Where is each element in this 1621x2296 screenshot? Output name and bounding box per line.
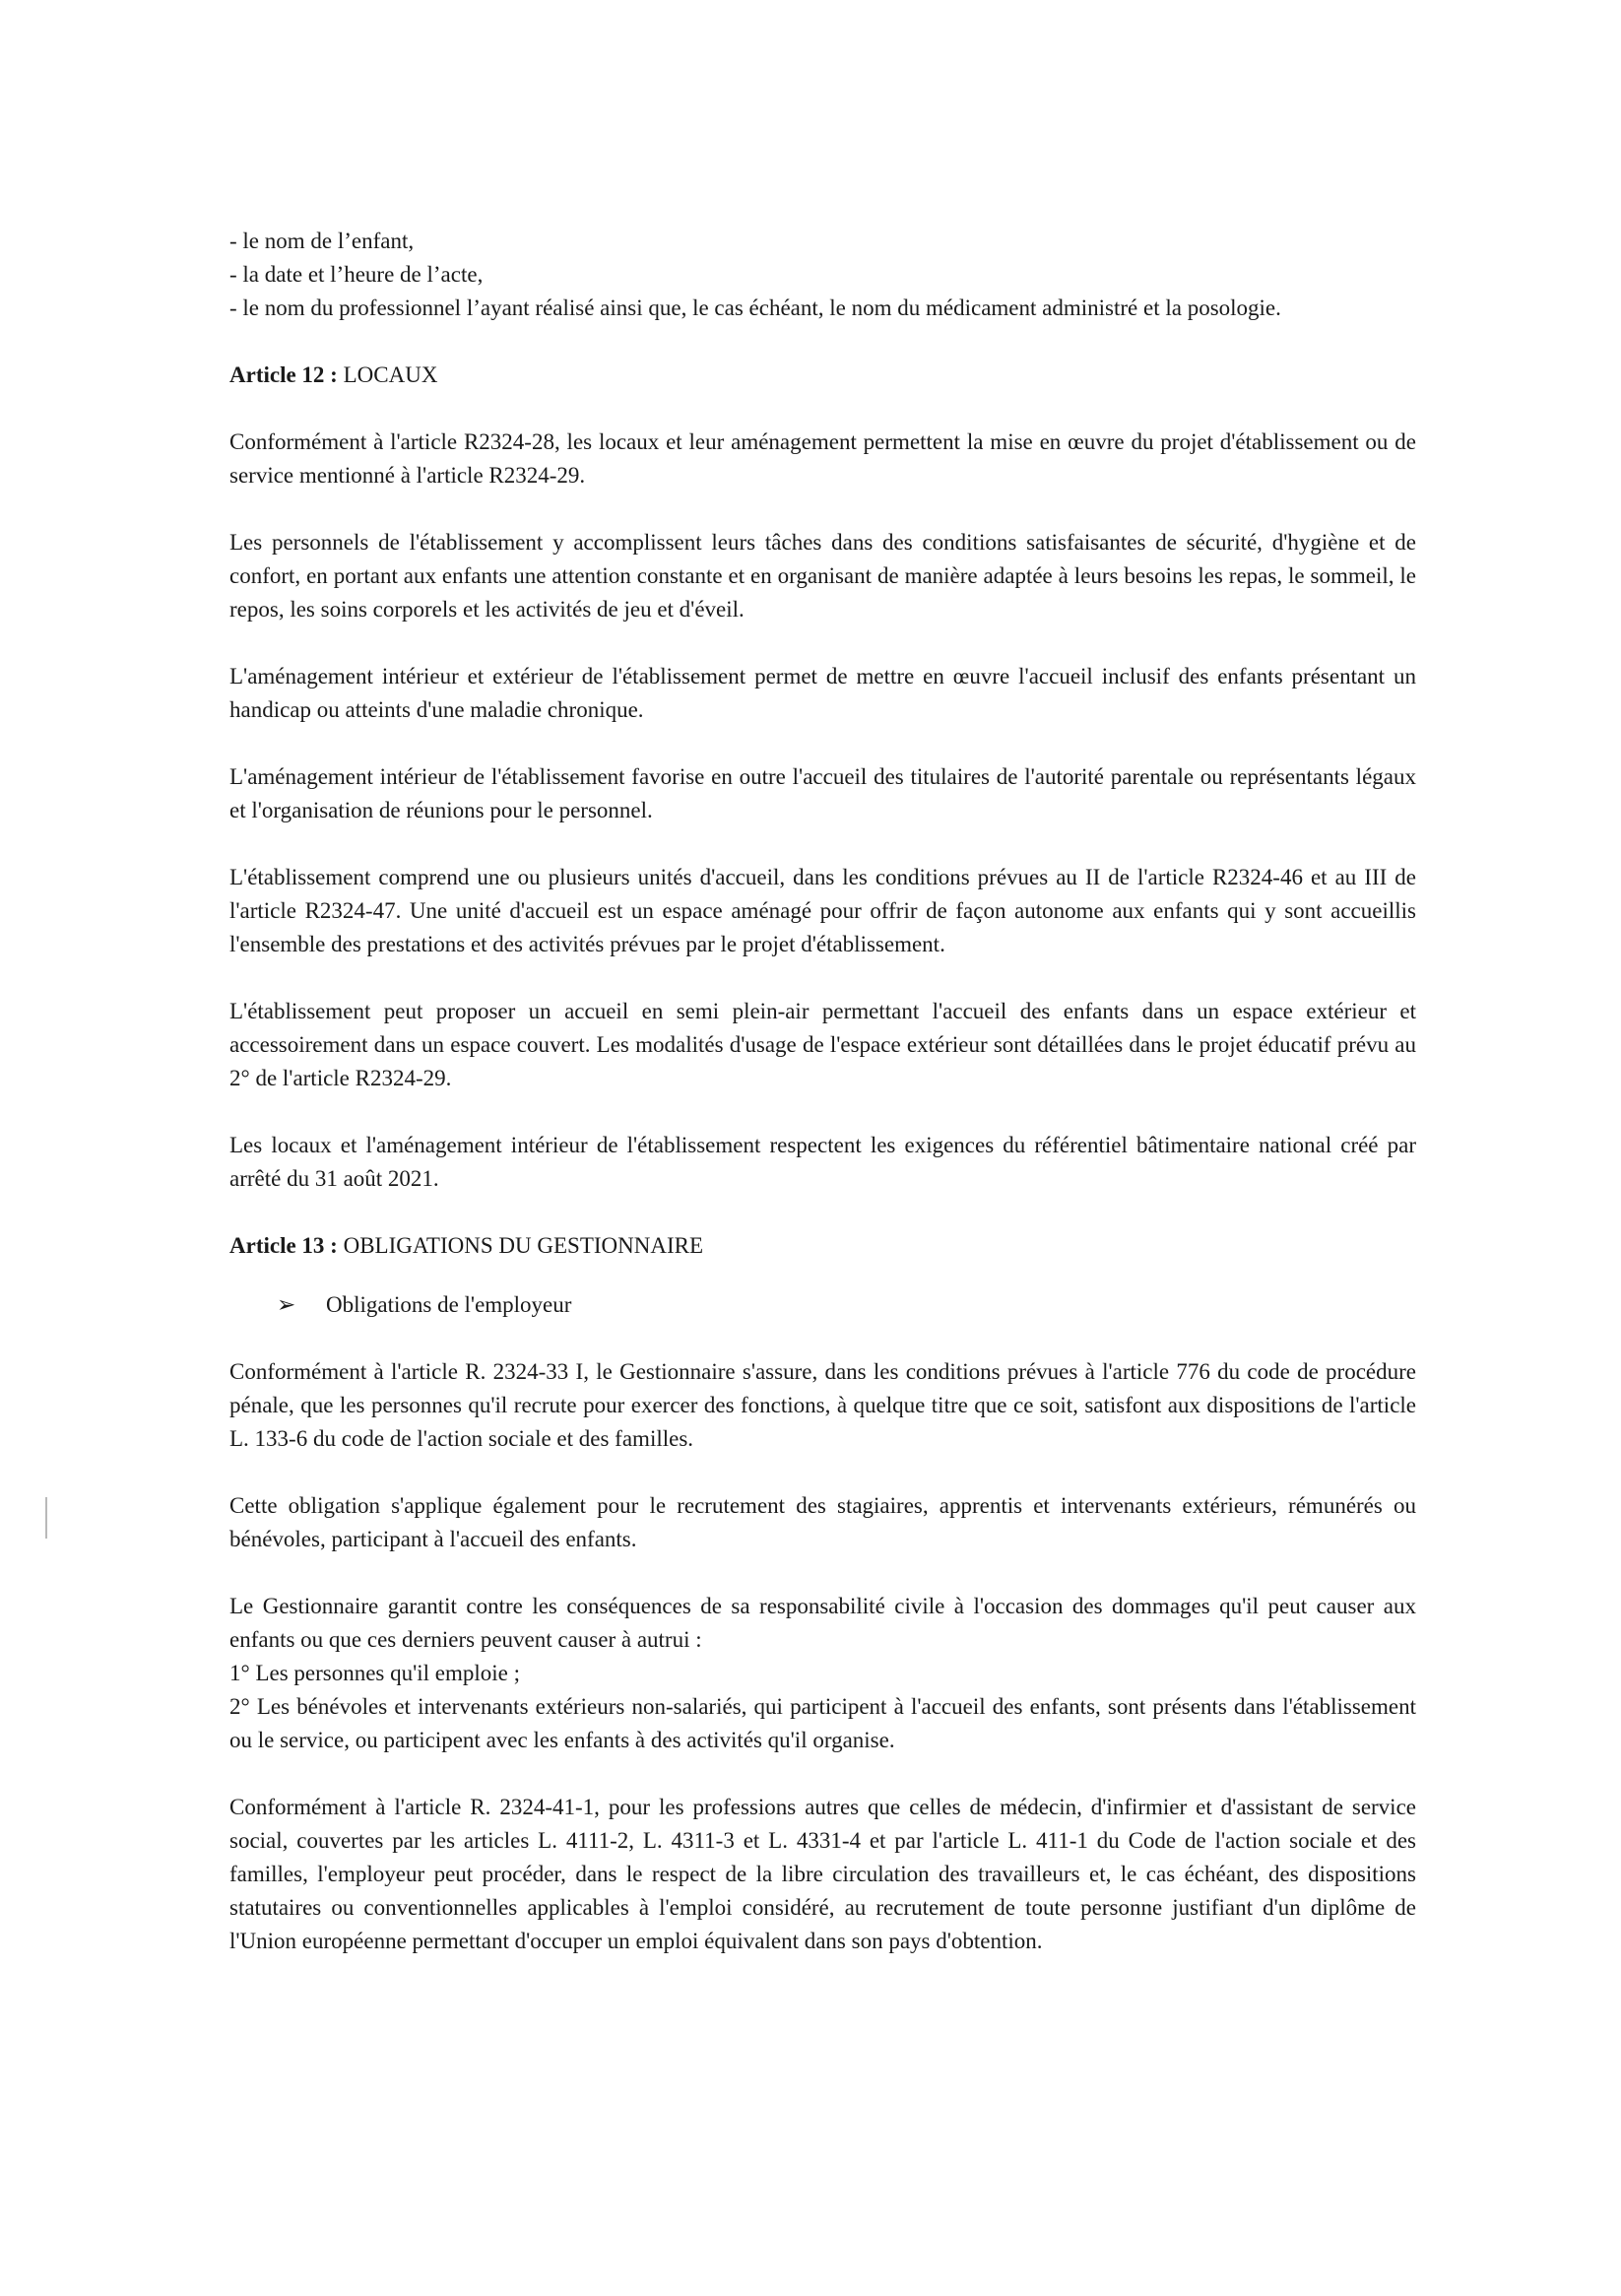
article-13-paragraph-1: Conformément à l'article R. 2324-33 I, le Gestionnaire s'assure, dans les conditions prévues à l'article 776 du code de procédure pénale, que les personnes qu'il recrute pour exercer des fonctions, à quelque titre que ce soit, satisfont aux dispositions de l'article L. 133-6 du code de l'action sociale et des familles.	[229, 1359, 1416, 1451]
article-13-paragraph-final: Conformément à l'article R. 2324-41-1, pour les professions autres que celles de médecin, d'infirmier et d'assistant de service social, couvertes par les articles L. 4111-2, L. 4311-3 et L. 4331-4 et par l'article L. 411-1 du Code de l'action sociale et des familles, l'employeur peut procéder, dans le respect de la libre circulation des travailleurs et, le cas échéant, des dispositions statutaires ou conventionnelles applicables à l'emploi considéré, au recrutement de toute personne justifiant d'un diplôme de l'Union européenne permettant d'occuper un emploi équivalent dans son pays d'obtention.	[229, 1795, 1416, 1953]
scan-mark	[45, 1497, 47, 1539]
intro-item-3: - le nom du professionnel l’ayant réalisé ainsi que, le cas échéant, le nom du médicament administré et la posologie.	[229, 295, 1281, 320]
article-12-paragraph-5: L'établissement comprend une ou plusieurs unités d'accueil, dans les conditions prévues au II de l'article R2324-46 et au III de l'article R2324-47. Une unité d'accueil est un espace aménagé pour offrir de façon autonome aux enfants qui y sont accueillis l'ensemble des prestations et des activités prévues par le projet d'établissement.	[229, 865, 1416, 956]
article-12-heading	[229, 359, 1416, 392]
article-12-number: Article 12 :	[229, 362, 338, 387]
article-12-paragraph-6: L'établissement peut proposer un accueil en semi plein-air permettant l'accueil des enfants dans un espace extérieur et accessoirement dans un espace couvert. Les modalités d'usage de l'espace extérieur sont détaillées dans le projet éducatif prévu au 2° de l'article R2324-29.	[229, 999, 1416, 1090]
article-13-number: Article 13 :	[229, 1233, 338, 1258]
article-12-paragraph-7: Les locaux et l'aménagement intérieur de l'établissement respectent les exigences du référentiel bâtimentaire national créé par arrêté du 31 août 2021.	[229, 1133, 1416, 1191]
liability-item-2: 2° Les bénévoles et intervenants extérieurs non-salariés, qui participent à l'accueil des enfants, sont présents dans l'établissement ou le service, ou participent avec les enfants à des activités qu'il organise.	[229, 1694, 1416, 1752]
article-12-paragraph-4: L'aménagement intérieur de l'établissement favorise en outre l'accueil des titulaires de l'autorité parentale ou représentants légaux et l'organisation de réunions pour le personnel.	[229, 764, 1416, 822]
intro-item-2: - la date et l’heure de l’acte,	[229, 262, 484, 287]
article-12-paragraph-2: Les personnels de l'établissement y accomplissent leurs tâches dans des conditions satisfaisantes de sécurité, d'hygiène et de confort, en portant aux enfants une attention constante et en organisant de manière adaptée à leurs besoins les repas, le sommeil, le repos, les soins corporels et les activités de jeu et d'éveil.	[229, 530, 1416, 622]
arrow-bullet-icon: ➢	[277, 1292, 296, 1317]
article-12-paragraph-3: L'aménagement intérieur et extérieur de l'établissement permet de mettre en œuvre l'accueil inclusif des enfants présentant un handicap ou atteints d'une maladie chronique.	[229, 664, 1416, 722]
intro-list	[229, 225, 1416, 325]
article-13-paragraph-2: Cette obligation s'applique également pour le recrutement des stagiaires, apprentis et intervenants extérieurs, rémunérés ou bénévoles, participant à l'accueil des enfants.	[229, 1493, 1416, 1551]
article-12-title: LOCAUX	[337, 362, 438, 387]
document-body	[229, 225, 1416, 1958]
subheading-text: Obligations de l'employeur	[326, 1292, 572, 1317]
liability-intro: Le Gestionnaire garantit contre les conséquences de sa responsabilité civile à l'occasion des dommages qu'il peut causer aux enfants ou que ces derniers peuvent causer à autrui :	[229, 1594, 1416, 1652]
liability-item-1: 1° Les personnes qu'il emploie ;	[229, 1661, 521, 1685]
article-12-paragraph-1: Conformément à l'article R2324-28, les locaux et leur aménagement permettent la mise en œuvre du projet d'établissement ou de service mentionné à l'article R2324-29.	[229, 429, 1416, 488]
article-13-heading	[229, 1229, 1416, 1263]
subheading-employer-obligations	[277, 1288, 1416, 1322]
liability-block	[229, 1590, 1416, 1757]
intro-item-1: - le nom de l’enfant,	[229, 229, 415, 253]
article-13-title: OBLIGATIONS DU GESTIONNAIRE	[337, 1233, 704, 1258]
